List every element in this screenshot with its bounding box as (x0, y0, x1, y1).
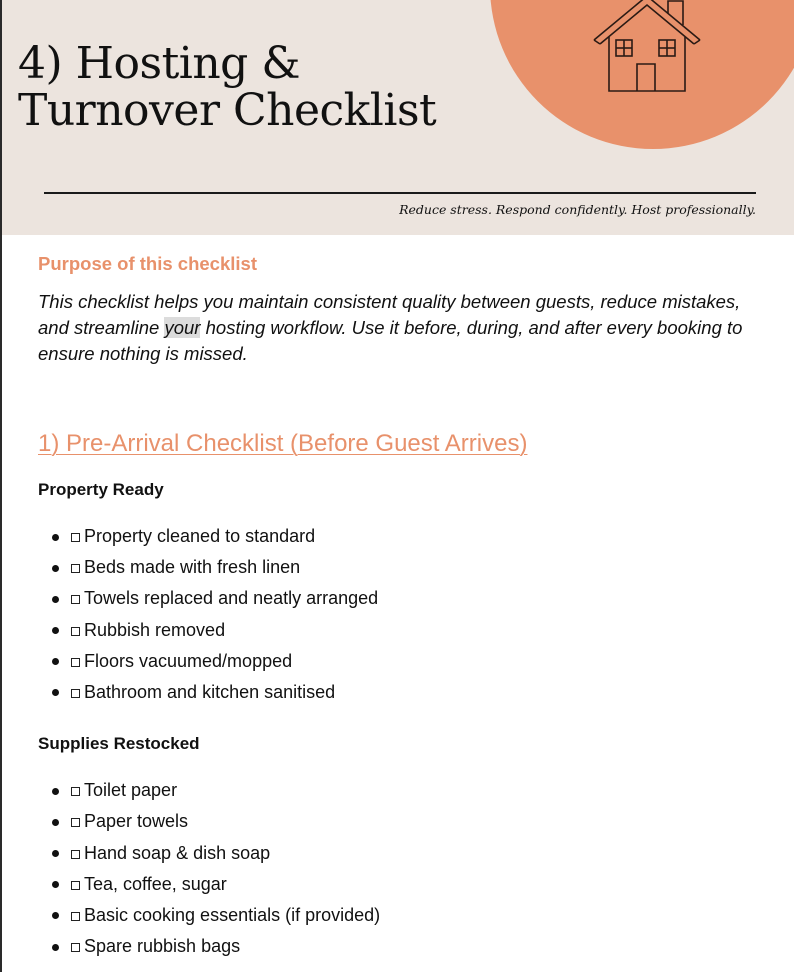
checklist-item (38, 583, 768, 614)
checklist-item-label: Spare rubbish bags (84, 936, 241, 957)
checklist-item-label: Toilet paper (84, 780, 178, 801)
tagline: Reduce stress. Respond confidently. Host professionally. (399, 202, 756, 217)
bullet-dot (52, 881, 59, 888)
checkbox-icon (71, 595, 80, 604)
header-divider (44, 192, 756, 194)
checkbox-icon (71, 912, 80, 921)
checklist-item (38, 552, 768, 583)
checklist-item (38, 615, 768, 646)
section-heading-pre-arrival[interactable]: 1) Pre-Arrival Checklist (Before Guest Arrives) (38, 430, 528, 457)
checklist-item (38, 838, 768, 869)
bullet-dot (52, 944, 59, 951)
bullet-dot (52, 912, 59, 919)
group-title-property-ready: Property Ready (38, 480, 164, 499)
bullet-dot (52, 788, 59, 795)
checkbox-icon (71, 943, 80, 952)
checkbox-icon (71, 881, 80, 890)
checklist-item-label: Basic cooking essentials (if provided) (84, 904, 381, 925)
checkbox-icon (71, 627, 80, 636)
checklist-item-label: Bathroom and kitchen sanitised (84, 681, 336, 702)
checkbox-icon (71, 689, 80, 698)
checkbox-icon (71, 787, 80, 796)
purpose-heading: Purpose of this checklist (38, 253, 257, 274)
checklist-item (38, 900, 768, 931)
checkbox-icon (71, 658, 80, 667)
checklist-item (38, 775, 768, 806)
checklist-item-label: Beds made with fresh linen (84, 557, 301, 578)
bullet-dot (52, 819, 59, 826)
bullet-dot (52, 534, 59, 541)
page-title-line-2: Turnover Checklist (18, 85, 437, 136)
checklist-property-ready (38, 521, 768, 708)
group-title-supplies-restocked: Supplies Restocked (38, 734, 200, 754)
page-title-line-1: 4) Hosting & (18, 38, 300, 89)
bullet-dot (52, 689, 59, 696)
checklist-item-label: Rubbish removed (84, 619, 226, 640)
checkbox-icon (71, 533, 80, 542)
checkbox-icon (71, 564, 80, 573)
house-icon (592, 0, 702, 94)
checklist-item (38, 869, 768, 900)
purpose-text-highlight: your (164, 317, 201, 338)
checklist-item (38, 806, 768, 837)
checklist-item-label: Paper towels (84, 811, 189, 832)
bullet-dot (52, 565, 59, 572)
checklist-item (38, 646, 768, 677)
checklist-item-label: Tea, coffee, sugar (84, 873, 227, 894)
checklist-item (38, 931, 768, 962)
checklist-item-label: Property cleaned to standard (84, 526, 316, 546)
checkbox-icon (71, 818, 80, 827)
checkbox-icon (71, 850, 80, 859)
checklist-item-label: Floors vacuumed/mopped (84, 650, 293, 671)
purpose-paragraph (38, 289, 768, 367)
bullet-dot (52, 850, 59, 857)
bullet-dot (52, 596, 59, 603)
checklist-item-label: Hand soap & dish soap (84, 842, 271, 863)
purpose-text-end: hosting workflow. Use it before, during, and after every booking to ensure nothing is missed. (38, 317, 743, 364)
checklist-supplies-restocked (38, 775, 768, 962)
checklist-item-label: Towels replaced and neatly arranged (84, 588, 379, 609)
page-header (2, 0, 794, 235)
bullet-dot (52, 627, 59, 634)
checklist-item (38, 521, 768, 552)
main-content (38, 252, 768, 962)
page-title (18, 40, 436, 134)
bullet-dot (52, 658, 59, 665)
purpose-text-start: This checklist helps you maintain consistent quality between guests, reduce mistakes, and streamline (38, 291, 741, 338)
checklist-item (38, 677, 768, 708)
